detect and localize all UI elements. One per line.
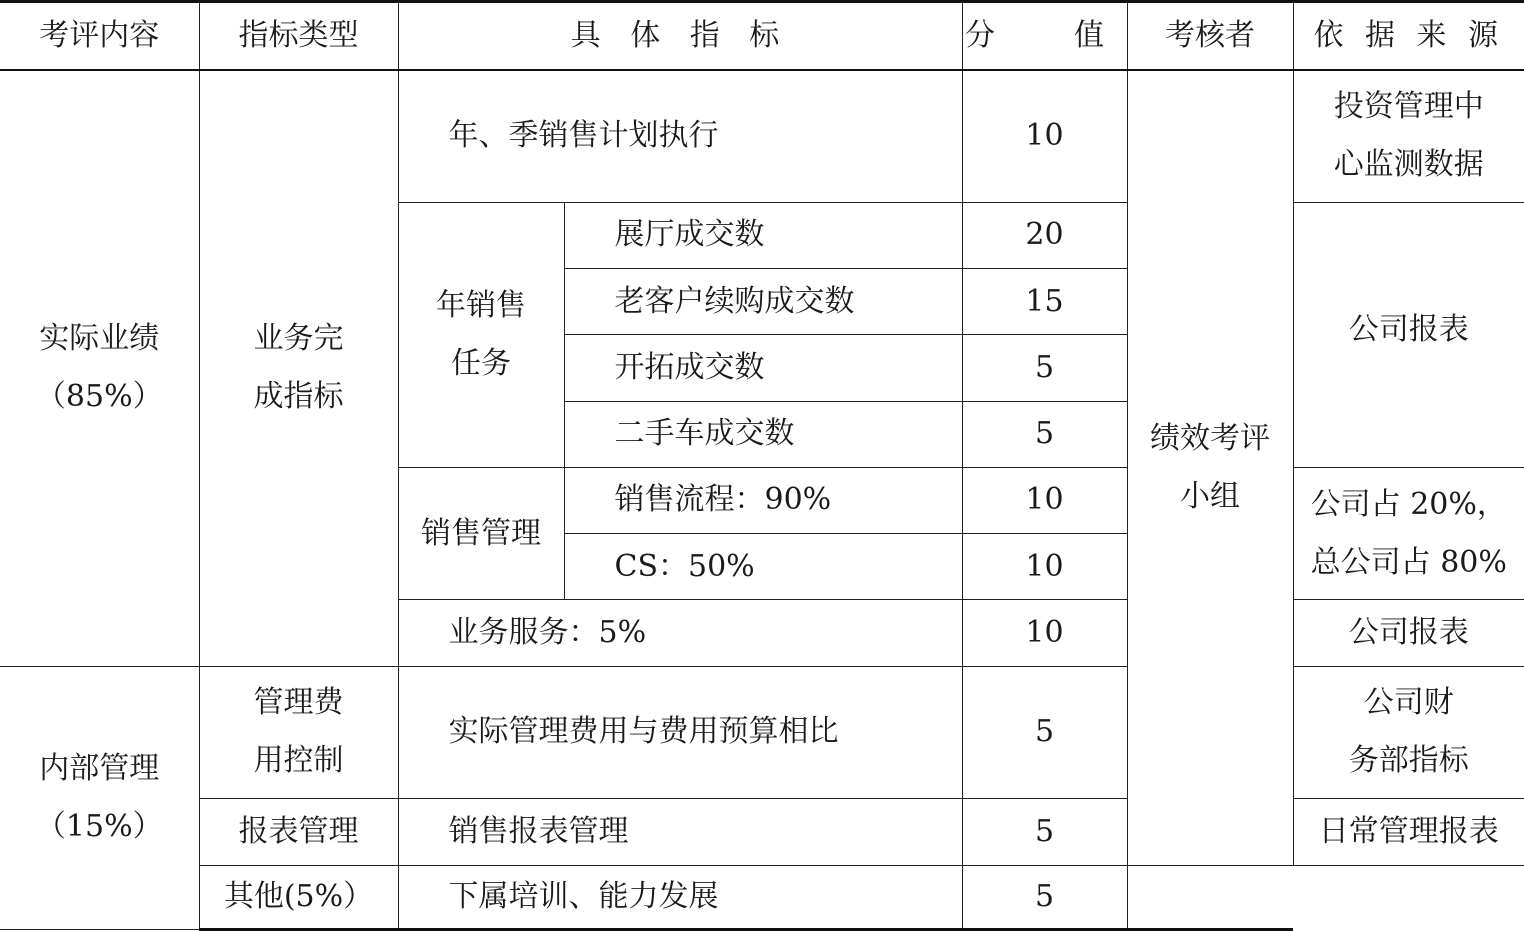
indicator-repeat: 老客户续购成交数 — [564, 268, 962, 334]
table-row — [0, 799, 1524, 865]
type-report: 报表管理 — [199, 799, 398, 865]
score-service: 10 — [962, 600, 1127, 666]
score-cs: 10 — [962, 534, 1127, 600]
section-internal-weight: （15%） — [35, 808, 163, 844]
source-split-line2: 总公司占 80% — [1310, 544, 1507, 580]
source-daily: 日常管理报表 — [1293, 799, 1524, 865]
group-annual-sales — [398, 202, 564, 467]
score-training: 5 — [962, 865, 1127, 929]
type-cost-line2: 用控制 — [253, 743, 344, 779]
indicator-training: 下属培训、能力发展 — [398, 865, 962, 929]
type-cost — [199, 666, 398, 799]
group-sales-mgmt: 销售管理 — [398, 467, 564, 600]
indicator-service: 业务服务：5% — [398, 600, 962, 666]
section-performance-title: 实际业绩 — [39, 321, 160, 357]
header-indicator: 具 体 指 标 — [398, 2, 962, 70]
type-business — [199, 70, 398, 667]
source-service: 公司报表 — [1293, 600, 1524, 666]
score-showroom: 20 — [962, 202, 1127, 268]
type-business-line1: 业务完 — [253, 321, 344, 357]
score-process: 10 — [962, 467, 1127, 533]
header-score — [962, 2, 1127, 70]
assessor-line1: 绩效考评 — [1150, 420, 1271, 456]
group-annual-sales-line1: 年销售 — [436, 287, 526, 323]
source-finance-line2: 务部指标 — [1348, 743, 1469, 779]
header-type: 指标类型 — [199, 2, 398, 70]
indicator-prospect: 开拓成交数 — [564, 335, 962, 401]
score-used: 5 — [962, 401, 1127, 467]
section-internal-title: 内部管理 — [39, 750, 160, 786]
source-company-report: 公司报表 — [1293, 202, 1524, 467]
score-plan: 10 — [962, 70, 1127, 203]
indicator-cost: 实际管理费用与费用预算相比 — [398, 666, 962, 799]
type-other: 其他(5%） — [199, 865, 398, 929]
indicator-cs: CS：50% — [564, 534, 962, 600]
header-score-text: 分 值 — [964, 17, 1125, 53]
header-content: 考评内容 — [0, 2, 199, 70]
header-assessor: 考核者 — [1127, 2, 1293, 70]
table-row — [0, 865, 1524, 929]
source-finance — [1293, 666, 1524, 799]
group-annual-sales-line2: 任务 — [451, 345, 511, 381]
table-row — [0, 70, 1524, 203]
section-internal — [0, 666, 199, 929]
assessor-line2: 小组 — [1180, 478, 1241, 514]
source-plan-line1: 投资管理中 — [1333, 89, 1484, 125]
score-repeat: 15 — [962, 268, 1127, 334]
type-business-line2: 成指标 — [253, 379, 344, 415]
score-prospect: 5 — [962, 335, 1127, 401]
indicator-plan: 年、季销售计划执行 — [398, 70, 962, 203]
score-report: 5 — [962, 799, 1127, 865]
header-source: 依 据 来 源 — [1293, 2, 1524, 70]
header-row — [0, 2, 1524, 70]
indicator-report: 销售报表管理 — [398, 799, 962, 865]
source-finance-line1: 公司财 — [1363, 685, 1454, 721]
type-cost-line1: 管理费 — [253, 685, 344, 721]
indicator-used: 二手车成交数 — [564, 401, 962, 467]
source-plan — [1293, 70, 1524, 203]
assessor-cell — [1127, 70, 1293, 866]
section-performance — [0, 70, 199, 667]
indicator-process: 销售流程：90% — [564, 467, 962, 533]
source-split — [1293, 467, 1524, 600]
source-blank — [1127, 865, 1293, 929]
source-plan-line2: 心监测数据 — [1333, 147, 1484, 183]
table-row — [0, 666, 1524, 799]
score-cost: 5 — [962, 666, 1127, 799]
source-split-line1: 公司占 20%， — [1310, 486, 1507, 522]
section-performance-weight: （85%） — [35, 379, 163, 415]
indicator-showroom: 展厅成交数 — [564, 202, 962, 268]
